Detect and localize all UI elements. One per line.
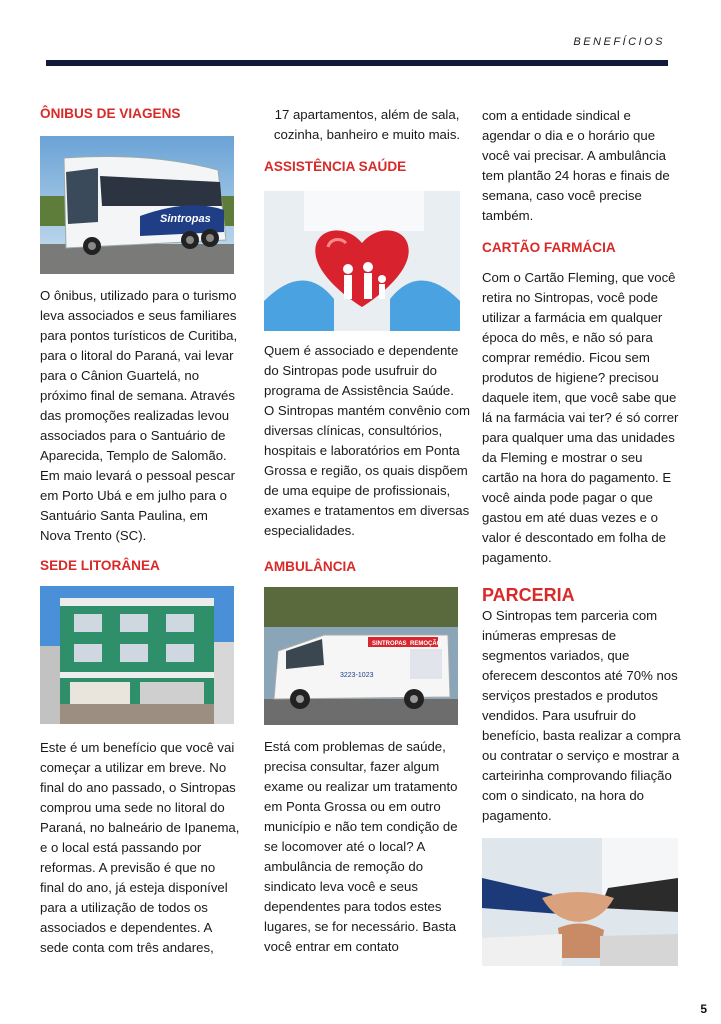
handshake-photo	[482, 838, 678, 966]
ambulance-photo	[264, 587, 458, 725]
parceria-title: PARCERIA	[482, 585, 575, 605]
health-photo	[264, 191, 460, 331]
ambulancia-continued: com a entidade sindical e agendar o dia e o horário que você vai precisar. A ambulância tem plantão 24 horas e finais de semana, caso você precise também.	[482, 108, 670, 223]
ambulancia-title: AMBULÂNCIA	[264, 559, 357, 574]
sede-title: SEDE LITORÂNEA	[40, 558, 160, 573]
bus-logo-text: Sintropas	[160, 213, 211, 225]
saude-body-2: O Sintropas mantém convênio com diversas clínicas, consultórios, hospitais e laboratórios em Ponta Grossa e região, os quais dispõem de uma equipe de profissionais, exames e tratamentos em diversas especialidades.	[264, 403, 470, 538]
column-2	[264, 105, 470, 957]
ambulance-label-2: REMOÇÃO	[410, 641, 442, 647]
sede-continued: 17 apartamentos, além de sala, cozinha, banheiro e muito mais.	[273, 107, 461, 142]
header-rule	[46, 60, 668, 66]
bus-photo	[40, 136, 234, 274]
ambulance-label: SINTROPAS	[372, 641, 407, 647]
farmacia-title: CARTÃO FARMÁCIA	[482, 240, 616, 255]
section-header: BENEFÍCIOS	[573, 36, 665, 48]
sede-photo	[40, 586, 234, 724]
onibus-title: ÔNIBUS DE VIAGENS	[40, 106, 181, 121]
sede-body: Este é um benefício que você vai começar a utilizar em breve. No final do ano passado, o Sintropas comprou uma sede no litoral do Paraná, no balneário de Ipanema, e o local está passando por reformas. A previsão é que no final do ano, já esteja disponível para a utilização de todos os associados e dependentes. A sede conta com três andares,	[40, 740, 240, 955]
farmacia-body: Com o Cartão Fleming, que você retira no Sintropas, você pode utilizar a farmácia em qualquer época do mês, e não só para comprar remédio. Ficou sem produtos de higiene? precisou daquele item, que você sabe que lá na farmácia vai ter? é só correr para qualquer uma das unidades da Fleming e mostrar o seu cartão na hora do pagamento. E você ainda pode pagar o que gastou em até duas vezes e o valor é descontado em folha de pagamento.	[482, 270, 679, 565]
parceria-body: O Sintropas tem parceria com inúmeras empresas de segmentos variados, que oferecem descontos até 70% nos serviços prestados e produtos vendidos. Para usufruir do benefício, basta realizar a compra ou contratar o serviço e mostrar a carteirinha comprovando filiação com o sindicato, na hora do pagamento.	[482, 608, 681, 823]
saude-body: Quem é associado e dependente do Sintropas pode usufruir do programa de Assistência Saúde.	[264, 343, 459, 398]
column-1	[40, 100, 242, 958]
column-3	[482, 106, 682, 966]
ambulance-phone: 3223-1023	[340, 672, 374, 679]
onibus-body: O ônibus, utilizado para o turismo leva associados e seus familiares para pontos turísticos de Curitiba, para o litoral do Paraná, vai levar para o Cânion Guartelá, no próximo final de semana. Através das promoções realizadas levou associados para o Santuário de Aparecida, Templo de Salomão. Em maio levará o pessoal pescar em Porto Ubá e em julho para o Santuário Santa Paulina, em Nova Trento (SC).	[40, 288, 238, 543]
ambulancia-body: Está com problemas de saúde, precisa consultar, fazer algum exame ou realizar um tratamento em Ponta Grossa ou em outro município e não tem condição de se locomover até o local? A ambulância de remoção do sindicato leva você e seus dependentes para todos estes lugares, se for necessário. Basta você entrar em contato	[264, 739, 458, 954]
saude-title: ASSISTÊNCIA SAÚDE	[264, 159, 407, 174]
page-number: 5	[700, 1002, 707, 1016]
